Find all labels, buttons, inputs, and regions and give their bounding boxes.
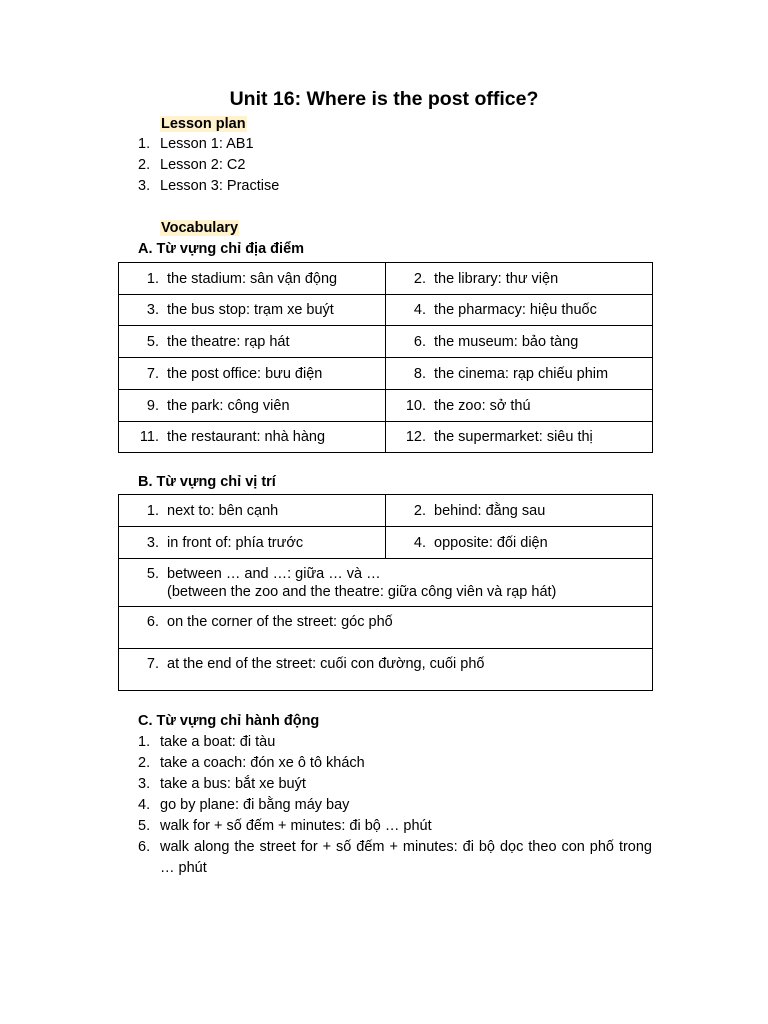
list-number: 1. [138,136,151,152]
item-number: 6. [146,614,159,630]
table-cell [119,559,653,607]
list-text: take a boat: đi tàu [160,734,276,750]
list-item [138,176,279,197]
table-cell [386,495,653,527]
table-cell [119,263,386,295]
list-number: 3. [138,178,151,194]
actions-vocabulary-list [138,732,652,879]
list-text: Lesson 2: C2 [160,157,246,173]
table-row [119,390,653,422]
list-number: 2. [138,157,151,173]
list-number: 3. [138,776,151,792]
page-title: Unit 16: Where is the post office? [229,88,539,110]
item-text: the bus stop: trạm xe buýt [167,302,334,318]
list-item [138,795,652,816]
item-number: 3. [146,534,159,551]
item-number: 8. [413,365,426,382]
item-number: 3. [146,302,159,318]
list-item [138,134,279,155]
table-row [119,495,653,527]
table-cell [386,326,653,358]
lesson-plan-heading [160,116,247,132]
table-cell [119,607,653,649]
item-text: between … and …: giữa … và … [167,565,381,582]
table-cell [119,326,386,358]
places-vocabulary-table [118,262,653,453]
table-cell [119,527,386,559]
table-cell [119,295,386,326]
lesson-plan-list [138,134,279,197]
item-number: 7. [146,365,159,382]
item-text: the park: công viên [167,397,290,414]
table-row [119,422,653,453]
vocabulary-heading [160,220,239,236]
item-number: 10. [405,397,426,414]
item-number: 7. [146,656,159,672]
section-c-heading: C. Từ vựng chỉ hành động [138,713,320,729]
item-number: 12. [405,429,426,445]
item-number: 2. [413,502,426,519]
item-text: the restaurant: nhà hàng [167,429,326,445]
list-text: Lesson 1: AB1 [160,136,254,152]
list-number: 2. [138,755,151,771]
position-vocabulary-table [118,494,653,691]
item-number: 1. [146,270,159,287]
item-text: the post office: bưu điện [167,365,323,382]
table-row [119,295,653,326]
item-text: opposite: đối diện [434,534,548,551]
table-row [119,263,653,295]
list-number: 1. [138,734,151,750]
section-b-heading: B. Từ vựng chỉ vị trí [138,474,276,490]
section-a-heading: A. Từ vựng chỉ địa điểm [138,241,305,257]
table-cell [386,295,653,326]
table-cell [386,263,653,295]
table-cell [119,390,386,422]
list-item [138,774,652,795]
list-number: 4. [138,797,151,813]
item-text: the pharmacy: hiệu thuốc [434,302,597,318]
item-text: behind: đằng sau [434,502,546,519]
item-text: the supermarket: siêu thị [434,429,593,445]
item-text: in front of: phía trước [167,534,304,551]
list-item [138,753,652,774]
list-item [138,837,652,879]
list-item [138,155,279,176]
list-text: take a bus: bắt xe buýt [160,776,306,792]
list-item [138,816,652,837]
item-text: the cinema: rạp chiếu phim [434,365,609,382]
item-number: 5. [146,333,159,350]
table-cell [119,422,386,453]
list-text: take a coach: đón xe ô tô khách [160,755,365,771]
table-cell [386,358,653,390]
list-number: 5. [138,818,151,834]
item-text: the zoo: sở thú [434,397,531,414]
table-row [119,607,653,649]
list-text: go by plane: đi bằng máy bay [160,797,350,813]
table-cell [386,390,653,422]
table-cell [119,495,386,527]
item-text: next to: bên cạnh [167,502,279,519]
lesson-plan-heading-text: Lesson plan [161,116,246,132]
table-row [119,559,653,607]
table-row [119,326,653,358]
table-cell [386,422,653,453]
table-cell [119,358,386,390]
item-text: on the corner of the street: góc phố [167,614,393,630]
item-number: 9. [146,397,159,414]
table-cell [119,649,653,691]
item-text: at the end of the street: cuối con đường, cuối phố [167,656,485,672]
item-text: the theatre: rạp hát [167,333,290,350]
vocabulary-heading-text: Vocabulary [161,220,239,236]
list-text: walk for + số đếm + minutes: đi bộ … phút [160,818,432,834]
list-text: walk along the street for + số đếm + minutes: đi bộ dọc theo con phố trong … phút [160,839,652,876]
item-number: 4. [413,302,426,318]
item-number: 1. [146,502,159,519]
table-cell [386,527,653,559]
item-number: 6. [413,333,426,350]
table-row [119,358,653,390]
item-example-text: (between the zoo and the theatre: giữa công viên và rạp hát) [167,583,557,600]
list-number: 6. [138,839,151,855]
item-text: the stadium: sân vận động [167,270,338,287]
item-text: the museum: bảo tàng [434,333,579,350]
item-number: 4. [413,534,426,551]
item-number: 2. [413,270,426,287]
list-item [138,732,652,753]
table-row [119,649,653,691]
item-number: 11. [139,429,159,445]
item-text: the library: thư viện [434,270,559,287]
table-row [119,527,653,559]
list-text: Lesson 3: Practise [160,178,280,194]
item-number: 5. [146,565,159,582]
